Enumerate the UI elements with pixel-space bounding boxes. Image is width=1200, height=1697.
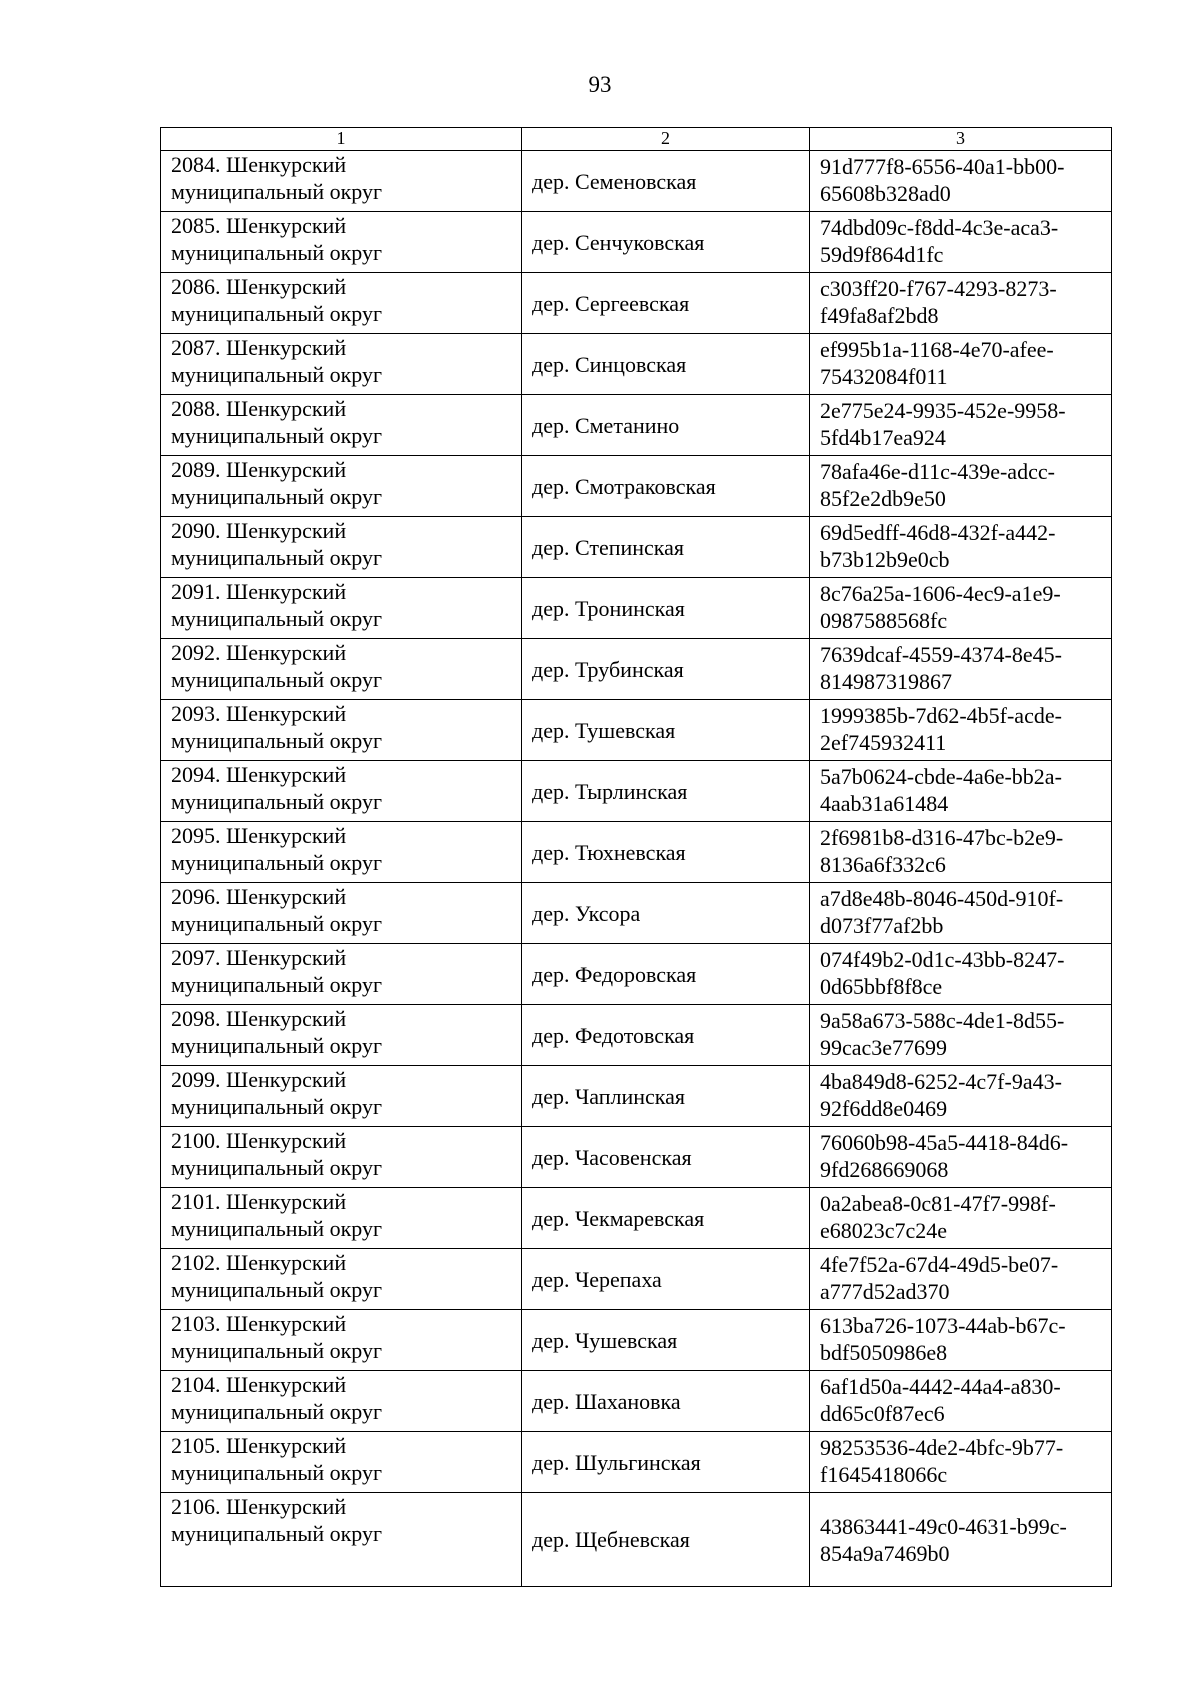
municipality-cell: 2103. Шенкурский муниципальный округ xyxy=(161,1310,522,1371)
guid-cell: 074f49b2-0d1c-43bb-8247- 0d65bbf8f8ce xyxy=(810,944,1112,1005)
table-row xyxy=(161,395,1112,456)
guid-cell: 2f6981b8-d316-47bc-b2e9- 8136a6f332c6 xyxy=(810,822,1112,883)
guid-cell: 0a2abea8-0c81-47f7-998f- e68023c7c24e xyxy=(810,1188,1112,1249)
guid-cell: 5a7b0624-cbde-4a6e-bb2a- 4aab31a61484 xyxy=(810,761,1112,822)
settlement-cell: дер. Тюхневская xyxy=(522,822,810,883)
guid-cell: 1999385b-7d62-4b5f-acde- 2ef745932411 xyxy=(810,700,1112,761)
municipality-cell: 2085. Шенкурский муниципальный округ xyxy=(161,212,522,273)
guid-cell: 76060b98-45a5-4418-84d6- 9fd268669068 xyxy=(810,1127,1112,1188)
guid-cell: 69d5edff-46d8-432f-a442- b73b12b9e0cb xyxy=(810,517,1112,578)
settlement-cell: дер. Щебневская xyxy=(522,1493,810,1587)
settlement-cell: дер. Чекмаревская xyxy=(522,1188,810,1249)
municipality-cell: 2104. Шенкурский муниципальный округ xyxy=(161,1371,522,1432)
settlement-cell: дер. Шульгинская xyxy=(522,1432,810,1493)
settlement-cell: дер. Чаплинская xyxy=(522,1066,810,1127)
municipality-cell: 2105. Шенкурский муниципальный округ xyxy=(161,1432,522,1493)
settlement-cell: дер. Часовенская xyxy=(522,1127,810,1188)
table-row xyxy=(161,1371,1112,1432)
municipality-cell: 2102. Шенкурский муниципальный округ xyxy=(161,1249,522,1310)
municipality-cell: 2096. Шенкурский муниципальный округ xyxy=(161,883,522,944)
municipality-cell: 2094. Шенкурский муниципальный округ xyxy=(161,761,522,822)
table-row xyxy=(161,334,1112,395)
municipality-cell: 2100. Шенкурский муниципальный округ xyxy=(161,1127,522,1188)
guid-cell: 9a58a673-588c-4de1-8d55- 99cac3e77699 xyxy=(810,1005,1112,1066)
table-row xyxy=(161,1188,1112,1249)
municipality-cell: 2099. Шенкурский муниципальный округ xyxy=(161,1066,522,1127)
municipality-cell: 2097. Шенкурский муниципальный округ xyxy=(161,944,522,1005)
table-row xyxy=(161,700,1112,761)
guid-cell: 4ba849d8-6252-4c7f-9a43- 92f6dd8e0469 xyxy=(810,1066,1112,1127)
table-row xyxy=(161,517,1112,578)
municipality-cell: 2091. Шенкурский муниципальный округ xyxy=(161,578,522,639)
table-row xyxy=(161,1005,1112,1066)
settlement-cell: дер. Трубинская xyxy=(522,639,810,700)
table-row xyxy=(161,1432,1112,1493)
municipality-cell: 2095. Шенкурский муниципальный округ xyxy=(161,822,522,883)
guid-cell: 613ba726-1073-44ab-b67c- bdf5050986e8 xyxy=(810,1310,1112,1371)
guid-cell: 74dbd09c-f8dd-4c3e-aca3- 59d9f864d1fc xyxy=(810,212,1112,273)
municipality-cell: 2088. Шенкурский муниципальный округ xyxy=(161,395,522,456)
table-row xyxy=(161,639,1112,700)
settlement-cell: дер. Федоровская xyxy=(522,944,810,1005)
settlement-cell: дер. Тронинская xyxy=(522,578,810,639)
table-row xyxy=(161,944,1112,1005)
table-header-row xyxy=(161,128,1112,151)
municipality-cell: 2084. Шенкурский муниципальный округ xyxy=(161,151,522,212)
municipality-cell: 2093. Шенкурский муниципальный округ xyxy=(161,700,522,761)
table-row xyxy=(161,1249,1112,1310)
guid-cell: a7d8e48b-8046-450d-910f- d073f77af2bb xyxy=(810,883,1112,944)
settlement-cell: дер. Федотовская xyxy=(522,1005,810,1066)
guid-cell: ef995b1a-1168-4e70-afee- 75432084f011 xyxy=(810,334,1112,395)
settlement-cell: дер. Тушевская xyxy=(522,700,810,761)
guid-cell: 78afa46e-d11c-439e-adcc- 85f2e2db9e50 xyxy=(810,456,1112,517)
guid-cell: 2e775e24-9935-452e-9958- 5fd4b17ea924 xyxy=(810,395,1112,456)
settlement-cell: дер. Черепаха xyxy=(522,1249,810,1310)
settlement-cell: дер. Сергеевская xyxy=(522,273,810,334)
table-row xyxy=(161,578,1112,639)
table-row xyxy=(161,822,1112,883)
settlement-cell: дер. Шахановка xyxy=(522,1371,810,1432)
settlement-cell: дер. Уксора xyxy=(522,883,810,944)
guid-cell: 8c76a25a-1606-4ec9-a1e9- 0987588568fc xyxy=(810,578,1112,639)
table-row xyxy=(161,1066,1112,1127)
municipality-cell: 2092. Шенкурский муниципальный округ xyxy=(161,639,522,700)
settlement-cell: дер. Степинская xyxy=(522,517,810,578)
municipality-cell: 2101. Шенкурский муниципальный округ xyxy=(161,1188,522,1249)
table-row xyxy=(161,1310,1112,1371)
guid-cell: 6af1d50a-4442-44a4-a830- dd65c0f87ec6 xyxy=(810,1371,1112,1432)
guid-cell: 43863441-49c0-4631-b99c- 854a9a7469b0 xyxy=(810,1493,1112,1587)
guid-cell: c303ff20-f767-4293-8273- f49fa8af2bd8 xyxy=(810,273,1112,334)
table-row xyxy=(161,456,1112,517)
guid-cell: 4fe7f52a-67d4-49d5-be07- a777d52ad370 xyxy=(810,1249,1112,1310)
column-header: 3 xyxy=(810,128,1112,151)
municipality-cell: 2098. Шенкурский муниципальный округ xyxy=(161,1005,522,1066)
settlement-cell: дер. Смотраковская xyxy=(522,456,810,517)
settlements-table xyxy=(160,127,1112,1587)
guid-cell: 91d777f8-6556-40a1-bb00- 65608b328ad0 xyxy=(810,151,1112,212)
table-row xyxy=(161,212,1112,273)
municipality-cell: 2090. Шенкурский муниципальный округ xyxy=(161,517,522,578)
municipality-cell: 2089. Шенкурский муниципальный округ xyxy=(161,456,522,517)
settlement-cell: дер. Синцовская xyxy=(522,334,810,395)
guid-cell: 7639dcaf-4559-4374-8e45- 814987319867 xyxy=(810,639,1112,700)
table-row xyxy=(161,761,1112,822)
municipality-cell: 2106. Шенкурский муниципальный округ xyxy=(161,1493,522,1587)
column-header: 1 xyxy=(161,128,522,151)
column-header: 2 xyxy=(522,128,810,151)
table-row xyxy=(161,273,1112,334)
table-row xyxy=(161,1127,1112,1188)
municipality-cell: 2087. Шенкурский муниципальный округ xyxy=(161,334,522,395)
settlement-cell: дер. Чушевская xyxy=(522,1310,810,1371)
page-number: 93 xyxy=(588,72,612,97)
table-row xyxy=(161,1493,1112,1587)
municipality-cell: 2086. Шенкурский муниципальный округ xyxy=(161,273,522,334)
guid-cell: 98253536-4de2-4bfc-9b77- f1645418066c xyxy=(810,1432,1112,1493)
settlement-cell: дер. Тырлинская xyxy=(522,761,810,822)
settlement-cell: дер. Семеновская xyxy=(522,151,810,212)
settlement-cell: дер. Сметанино xyxy=(522,395,810,456)
table-row xyxy=(161,151,1112,212)
table-row xyxy=(161,883,1112,944)
settlement-cell: дер. Сенчуковская xyxy=(522,212,810,273)
